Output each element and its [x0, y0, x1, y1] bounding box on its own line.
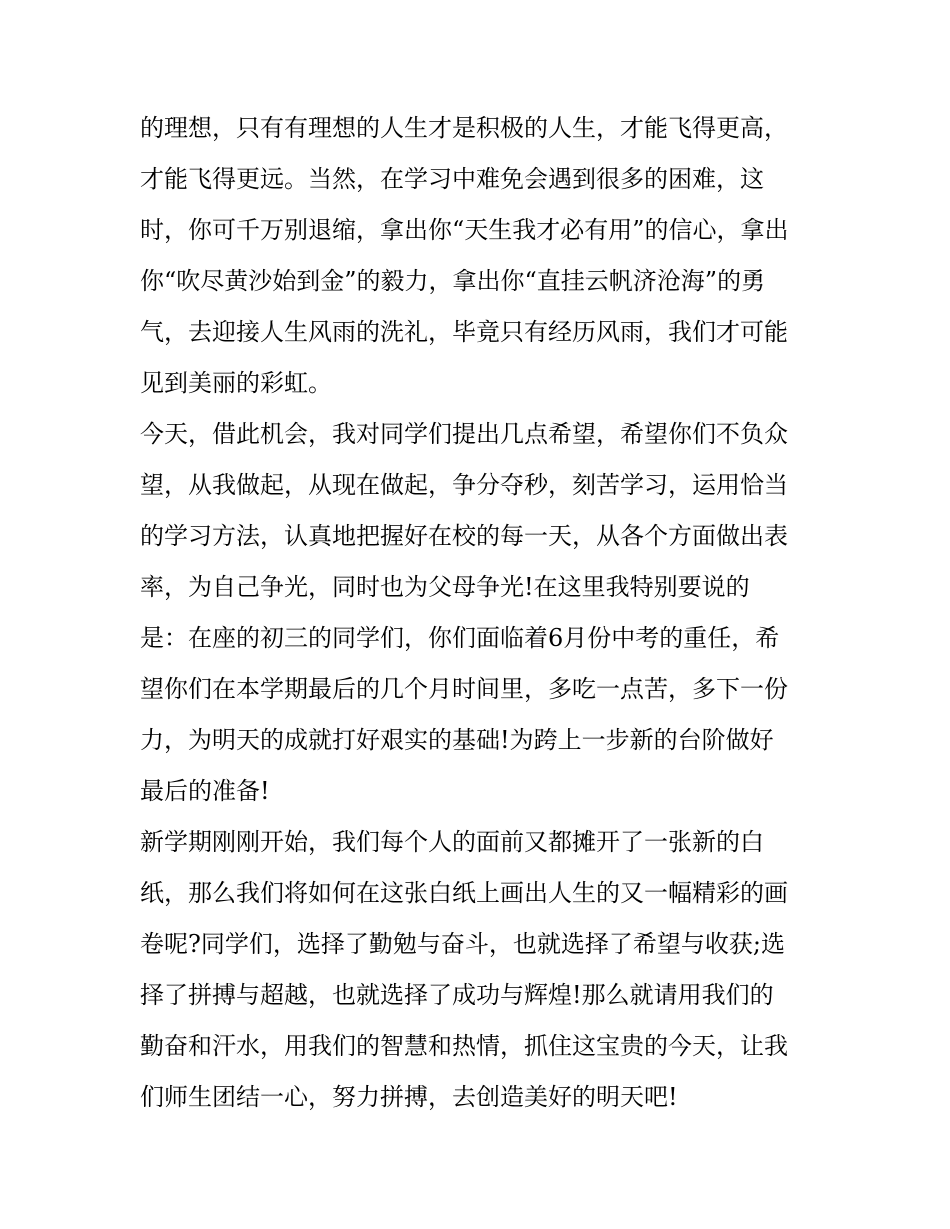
text-line: 今天，借此机会，我对同学们提出几点希望，希望你们不负众: [140, 420, 788, 448]
text-line: 们师生团结一心，努力拼搏，去创造美好的明天吧!: [140, 1083, 678, 1111]
text-line: 你“吹尽黄沙始到金”的毅力，拿出你“直挂云帆济沧海”的勇: [140, 267, 766, 295]
text-line: 望你们在本学期最后的几个月时间里，多吃一点苦，多下一份: [140, 675, 788, 703]
text-line: 气，去迎接人生风雨的洗礼，毕竟只有经历风雨，我们才可能: [140, 318, 788, 346]
text-line: 见到美丽的彩虹。: [140, 369, 332, 397]
text-line: 的理想，只有有理想的人生才是积极的人生，才能飞得更高，: [140, 114, 788, 142]
text-line: 最后的准备!: [140, 777, 270, 805]
paragraph-2: [140, 409, 830, 817]
text-line: 时，你可千万别退缩，拿出你“天生我才必有用”的信心，拿出: [140, 216, 789, 244]
text-line: 是：在座的初三的同学们，你们面临着6月份中考的重任，希: [140, 624, 780, 652]
paragraph-3: [140, 817, 830, 1123]
text-line: 才能飞得更远。当然，在学习中难免会遇到很多的困难，这: [140, 165, 764, 193]
document-body: [140, 103, 830, 1123]
text-line: 望，从我做起，从现在做起，争分夺秒，刻苦学习，运用恰当: [140, 471, 788, 499]
text-line: 新学期刚刚开始，我们每个人的面前又都摊开了一张新的白: [140, 828, 764, 856]
text-line: 勤奋和汗水，用我们的智慧和热情，抓住这宝贵的今天，让我: [140, 1032, 788, 1060]
paragraph-1: [140, 103, 830, 409]
text-line: 择了拼搏与超越，也就选择了成功与辉煌!那么就请用我们的: [140, 981, 774, 1009]
text-line: 的学习方法，认真地把握好在校的每一天，从各个方面做出表: [140, 522, 788, 550]
text-line: 卷呢?同学们，选择了勤勉与奋斗，也就选择了希望与收获;选: [140, 930, 785, 958]
text-line: 纸，那么我们将如何在这张白纸上画出人生的又一幅精彩的画: [140, 879, 788, 907]
text-line: 力，为明天的成就打好艰实的基础!为跨上一步新的台阶做好: [140, 726, 774, 754]
text-line: 率，为自己争光，同时也为父母争光!在这里我特别要说的: [140, 573, 750, 601]
